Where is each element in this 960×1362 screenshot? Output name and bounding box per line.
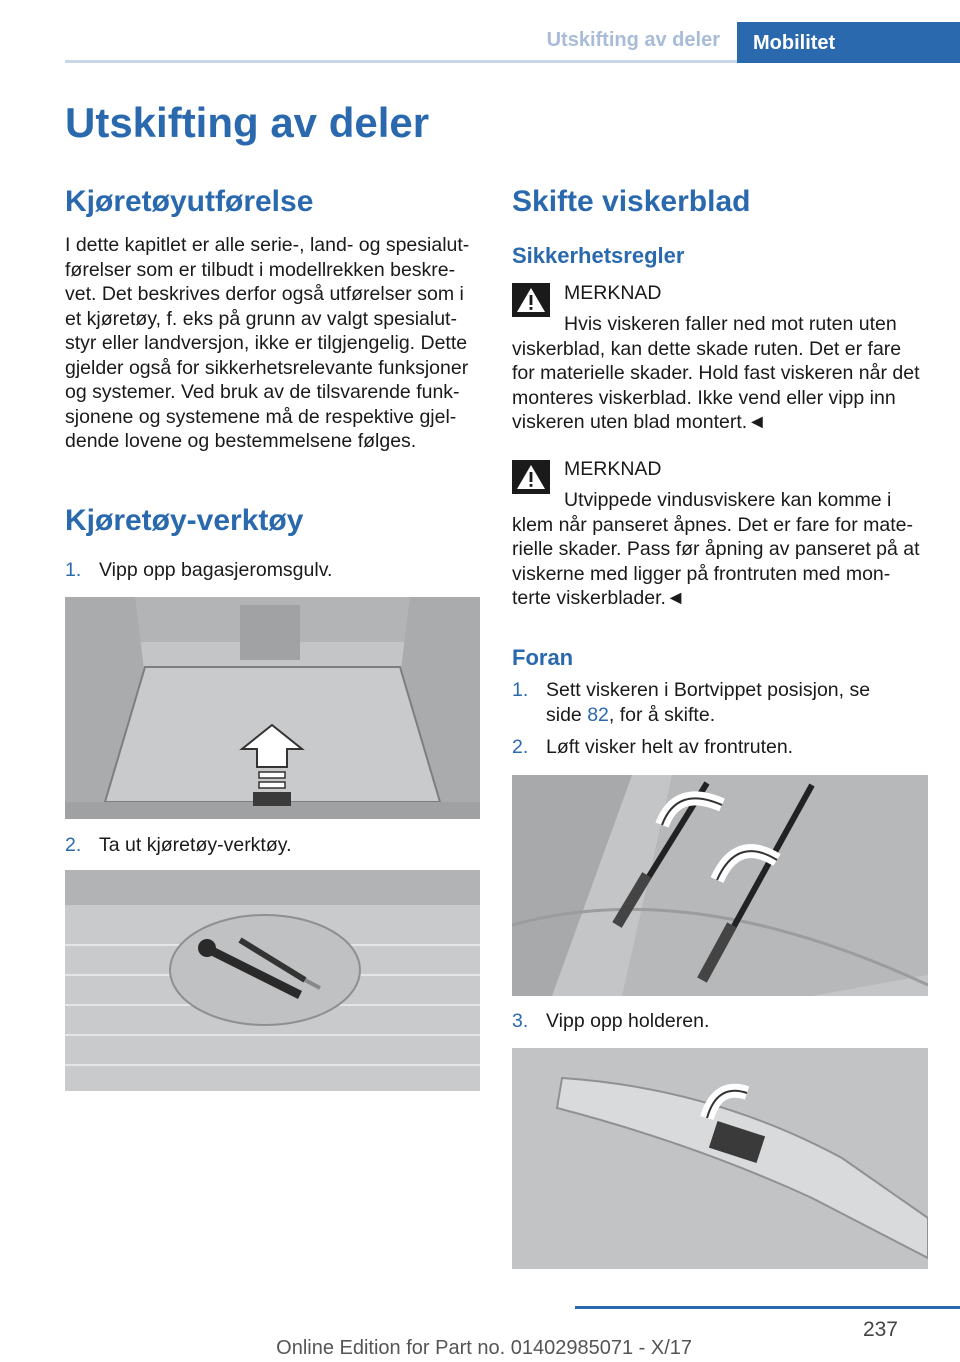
heading-vehicle: Kjøretøyutførelse: [65, 185, 314, 218]
heading-wiper: Skifte viskerblad: [512, 185, 751, 218]
note1-label: MERKNAD: [564, 282, 662, 304]
heading-safety: Sikkerhetsregler: [512, 243, 685, 268]
trunk-floor-image: [65, 597, 480, 819]
note1-text: Hvis viskeren faller ned mot ruten uten viskerblad, kan dette skade ruten. Det er fare for materielle skader. Hold fast viskeren når det monteres viskerblad. Ikke vend eller vipp inn viskeren uten blad montert.◄: [512, 313, 920, 433]
vehicle-paragraph: I dette kapitlet er alle serie-, land- og spesialut- førelser som er tilbudt i modellrekken beskre- vet. Det beskrives derfor også utførelser som i et kjøretøy, f. eks på grunn av valgt spesialut- styr eller landversjon, ikke er tilgjengelig. Dette gjelder også for sikkerhetsrelevante funksjoner og systemer. Ved bruk av de tilsvarende funk- sjonene og systemene må de respektive gjel- dende lovene og bestemmelsene følges.: [65, 234, 470, 452]
holder-image: [512, 1048, 928, 1269]
header-tab: Mobilitet: [737, 22, 960, 63]
note2-label: MERKNAD: [564, 458, 662, 480]
note2-text: Utvippede vindusviskere kan komme i klem når panseret åpnes. Det er fare for mate- rielle skader. Pass før åpning av panseret på at viskerne med ligger på frontruten med mon- terte viskerblader.◄: [512, 489, 920, 609]
header-section: Utskifting av deler: [546, 29, 720, 51]
heading-tools: Kjøretøy-verktøy: [65, 504, 304, 537]
heading-front: Foran: [512, 645, 574, 670]
page-number: 237: [862, 1318, 898, 1341]
vehicle-tools-image: [65, 870, 480, 1091]
front-step-1: 1. Sett viskeren i Bortvippet posisjon, se side 82, for å skifte.: [512, 679, 871, 726]
page-link[interactable]: 82: [587, 704, 609, 726]
page-title: Utskifting av deler: [65, 99, 430, 146]
edition-note: Online Edition for Part no. 01402985071 - X/17: [276, 1337, 692, 1359]
footer-rule: [575, 1306, 960, 1309]
wiper-lift-image: [512, 775, 928, 996]
